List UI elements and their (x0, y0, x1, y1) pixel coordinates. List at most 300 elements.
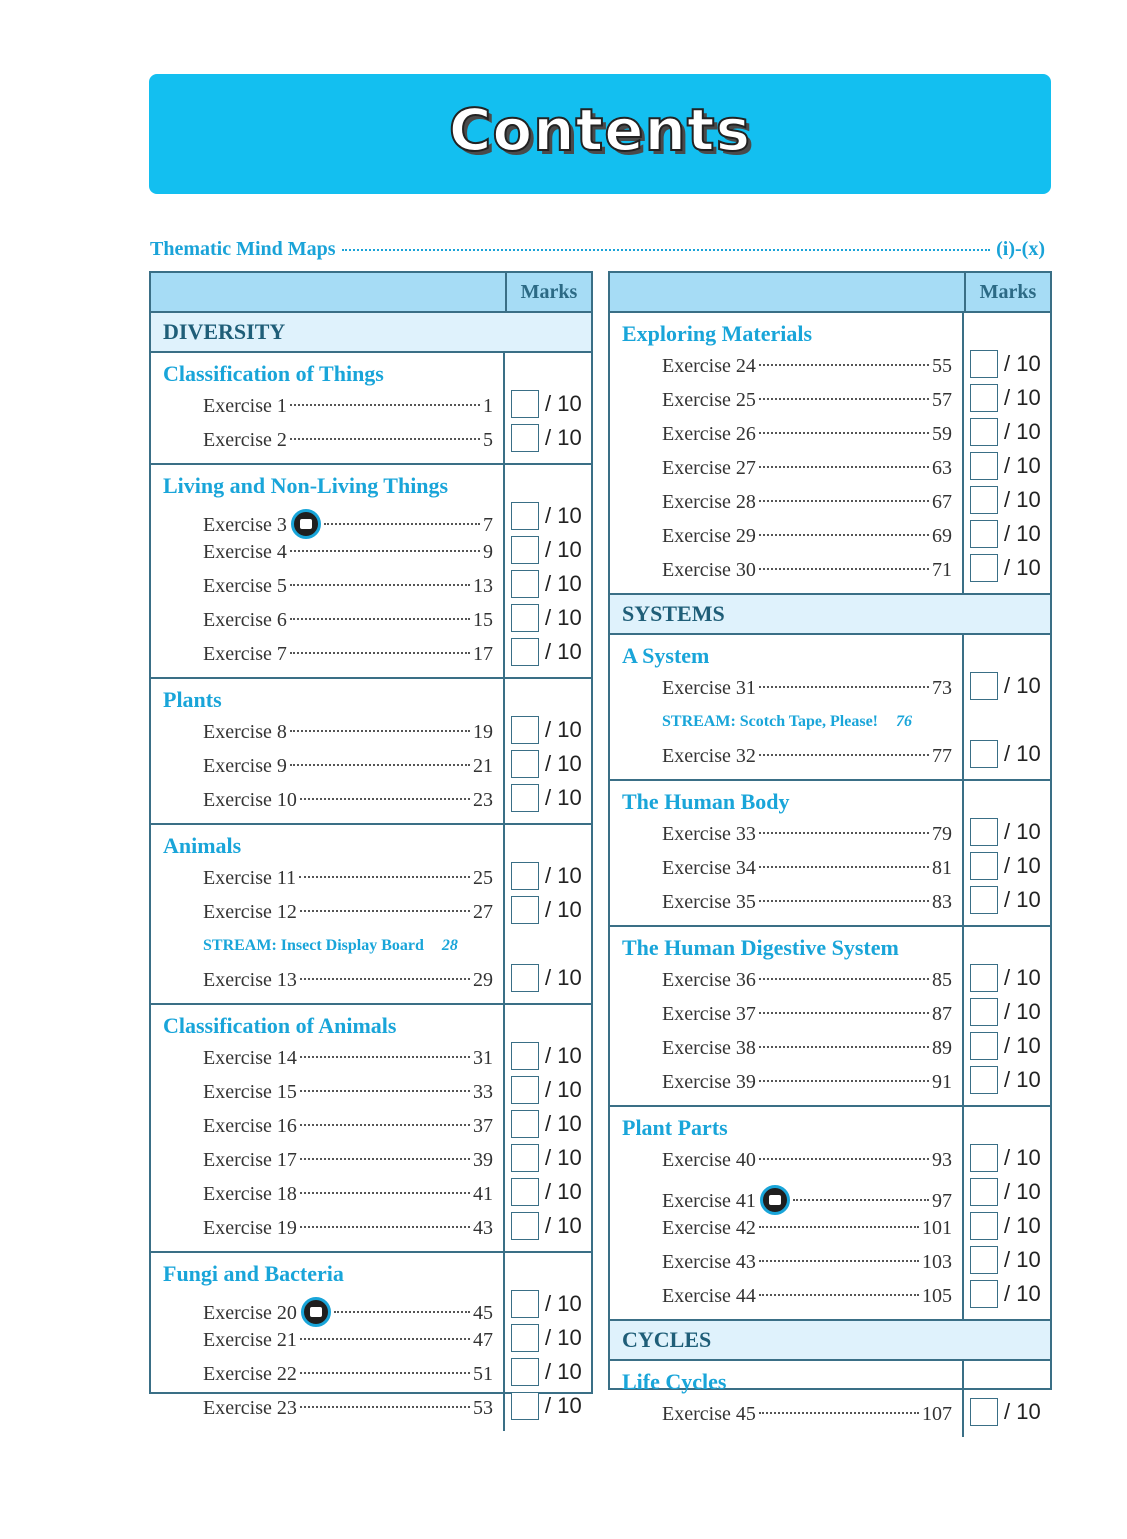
marks-out-of: / 10 (545, 1291, 582, 1316)
marks-input-box[interactable] (970, 418, 998, 446)
marks-input-box[interactable] (511, 1144, 539, 1172)
marks-out-of: / 10 (545, 1393, 582, 1418)
video-badge-icon[interactable] (291, 509, 321, 539)
marks-input-box[interactable] (970, 998, 998, 1026)
exercise-entry[interactable] (163, 501, 503, 535)
entry-label: Exercise 23 (203, 1397, 297, 1419)
toc-section (151, 353, 591, 465)
leader-dots (300, 1158, 470, 1160)
entry-page: 27 (473, 901, 493, 923)
section-entries (610, 781, 964, 925)
marks-input-box[interactable] (511, 1212, 539, 1240)
section-title[interactable]: A System (622, 643, 710, 668)
leader-dots (290, 618, 470, 620)
marks-input-box[interactable] (511, 1358, 539, 1386)
section-title[interactable]: Life Cycles (622, 1369, 727, 1394)
section-title[interactable]: Exploring Materials (622, 321, 813, 346)
exercise-entry[interactable] (622, 739, 962, 773)
section-title[interactable]: Classification of Things (163, 361, 384, 386)
exercise-entry[interactable] (622, 519, 962, 553)
leader-dots (759, 466, 929, 468)
entry-label: Exercise 38 (662, 1037, 756, 1059)
section-marks (964, 781, 1050, 925)
leader-dots (290, 438, 480, 440)
leader-dots (759, 978, 929, 980)
marks-input-box[interactable] (970, 1280, 998, 1308)
entry-page: 57 (932, 389, 952, 411)
mind-maps-label: Thematic Mind Maps (150, 238, 336, 260)
exercise-entry[interactable] (622, 1397, 962, 1431)
leader-dots (300, 1090, 470, 1092)
entry-page: 107 (922, 1403, 952, 1425)
marks-input-box[interactable] (970, 1066, 998, 1094)
marks-row (964, 347, 1050, 381)
marks-row (505, 859, 591, 893)
exercise-entry[interactable] (622, 349, 962, 383)
entry-page: 89 (932, 1037, 952, 1059)
marks-out-of: / 10 (1004, 999, 1041, 1024)
section-entries (151, 1005, 505, 1251)
marks-out-of: / 10 (1004, 1281, 1041, 1306)
entry-label: Exercise 41 (662, 1190, 756, 1212)
toc-section (610, 1361, 1050, 1437)
exercise-entry[interactable] (622, 383, 962, 417)
section-entries (610, 1361, 964, 1437)
exercise-entry[interactable] (163, 569, 503, 603)
entry-page: 47 (473, 1329, 493, 1351)
marks-input-box[interactable] (970, 886, 998, 914)
section-marks (505, 465, 591, 677)
marks-input-box[interactable] (970, 1246, 998, 1274)
section-marks (964, 1107, 1050, 1319)
entry-page: 67 (932, 491, 952, 513)
entry-page: 91 (932, 1071, 952, 1093)
marks-row (505, 1141, 591, 1175)
marks-row (964, 1243, 1050, 1277)
marks-out-of: / 10 (1004, 453, 1041, 478)
marks-row (964, 849, 1050, 883)
exercise-entry[interactable] (622, 553, 962, 587)
exercise-entry[interactable] (163, 389, 503, 423)
marks-out-of: / 10 (1004, 1213, 1041, 1238)
entry-label: Exercise 30 (662, 559, 756, 581)
marks-input-box[interactable] (970, 384, 998, 412)
marks-row (964, 483, 1050, 517)
marks-input-box[interactable] (511, 896, 539, 924)
leader-dots (759, 686, 929, 688)
entry-label: Exercise 21 (203, 1329, 297, 1351)
marks-row (505, 1107, 591, 1141)
exercise-entry[interactable] (163, 861, 503, 895)
entry-page: 77 (932, 745, 952, 767)
marks-input-box[interactable] (511, 1110, 539, 1138)
marks-row (964, 1395, 1050, 1429)
toc-section (610, 313, 1050, 595)
marks-row (964, 883, 1050, 917)
leader-dots (759, 1046, 929, 1048)
leader-dots (759, 568, 929, 570)
section-title[interactable]: Animals (163, 833, 242, 858)
entry-label: Exercise 17 (203, 1149, 297, 1171)
exercise-entry[interactable] (622, 417, 962, 451)
entry-page: 87 (932, 1003, 952, 1025)
entry-label: Exercise 35 (662, 891, 756, 913)
entry-label: Exercise 20 (203, 1302, 297, 1324)
exercise-entry[interactable] (163, 1211, 503, 1245)
entry-page: 73 (932, 677, 952, 699)
marks-input-box[interactable] (511, 1324, 539, 1352)
section-title[interactable]: Living and Non-Living Things (163, 473, 449, 498)
marks-row (505, 1389, 591, 1423)
entry-label: Exercise 22 (203, 1363, 297, 1385)
entry-label: Exercise 29 (662, 525, 756, 547)
entry-page: 5 (483, 429, 493, 451)
marks-out-of: / 10 (545, 425, 582, 450)
right-body (610, 313, 1050, 1437)
leader-dots (759, 398, 929, 400)
entry-label: Exercise 18 (203, 1183, 297, 1205)
marks-input-box[interactable] (970, 486, 998, 514)
exercise-entry[interactable] (163, 783, 503, 817)
entry-label: Exercise 26 (662, 423, 756, 445)
entry-label: Exercise 44 (662, 1285, 756, 1307)
marks-row (964, 737, 1050, 771)
section-entries (151, 1253, 505, 1431)
entry-page: 85 (932, 969, 952, 991)
exercise-entry[interactable] (163, 895, 503, 929)
section-entries (151, 679, 505, 823)
entry-label: Exercise 37 (662, 1003, 756, 1025)
marks-input-box[interactable] (511, 1392, 539, 1420)
marks-out-of: / 10 (1004, 1033, 1041, 1058)
entry-label: Exercise 12 (203, 901, 297, 923)
marks-row (505, 387, 591, 421)
marks-input-box[interactable] (970, 852, 998, 880)
marks-out-of: / 10 (1004, 1145, 1041, 1170)
exercise-entry[interactable] (163, 423, 503, 457)
exercise-entry[interactable] (622, 1177, 962, 1211)
leader-dots (290, 584, 470, 586)
leader-dots (290, 652, 470, 654)
entry-page: 39 (473, 1149, 493, 1171)
marks-out-of: / 10 (545, 639, 582, 664)
exercise-entry[interactable] (622, 451, 962, 485)
section-title[interactable]: The Human Body (622, 789, 790, 814)
entry-label: Exercise 10 (203, 789, 297, 811)
marks-row (505, 421, 591, 455)
entry-label: Exercise 43 (662, 1251, 756, 1273)
marks-input-box[interactable] (511, 750, 539, 778)
entry-label: Exercise 11 (203, 867, 297, 889)
leader-dots (759, 432, 929, 434)
entry-label: Exercise 16 (203, 1115, 297, 1137)
section-marks (964, 927, 1050, 1105)
marks-input-box[interactable] (970, 1398, 998, 1426)
marks-input-box[interactable] (970, 1144, 998, 1172)
marks-input-box[interactable] (970, 1032, 998, 1060)
entry-page: 101 (922, 1217, 952, 1239)
entry-label: Exercise 5 (203, 575, 287, 597)
marks-row (964, 449, 1050, 483)
marks-out-of: / 10 (545, 785, 582, 810)
entry-label: Exercise 7 (203, 643, 287, 665)
marks-row (505, 1175, 591, 1209)
marks-out-of: / 10 (545, 391, 582, 416)
leader-dots (300, 978, 470, 980)
section-marks (964, 313, 1050, 593)
entry-label: Exercise 36 (662, 969, 756, 991)
marks-out-of: / 10 (545, 1145, 582, 1170)
exercise-entry[interactable] (163, 1075, 503, 1109)
toc-section (151, 465, 591, 679)
leader-dots (300, 910, 470, 912)
marks-row (505, 713, 591, 747)
marks-row (505, 747, 591, 781)
entry-page: 43 (473, 1217, 493, 1239)
marks-row (964, 1029, 1050, 1063)
entry-label: Exercise 9 (203, 755, 287, 777)
entry-page: 55 (932, 355, 952, 377)
marks-input-box[interactable] (511, 1178, 539, 1206)
marks-row (505, 533, 591, 567)
leader-dots (759, 1080, 929, 1082)
marks-row (505, 961, 591, 995)
section-marks (505, 679, 591, 823)
leader-dots (290, 550, 480, 552)
marks-input-box[interactable] (511, 424, 539, 452)
left-body (151, 313, 591, 1431)
left-column (149, 271, 593, 1419)
marks-out-of: / 10 (545, 1043, 582, 1068)
leader-dots (759, 1158, 929, 1160)
video-badge-icon[interactable] (301, 1297, 331, 1327)
entry-label: STREAM: Scotch Tape, Please! (662, 713, 878, 730)
exercise-entry[interactable] (622, 671, 962, 705)
marks-out-of: / 10 (1004, 351, 1041, 376)
marks-row (964, 669, 1050, 703)
exercise-entry[interactable] (163, 1357, 503, 1391)
exercise-entry[interactable] (163, 637, 503, 671)
section-entries (610, 1107, 964, 1319)
toc-section (610, 781, 1050, 927)
section-marks (505, 825, 591, 1003)
marks-row (505, 1321, 591, 1355)
exercise-entry[interactable] (622, 1031, 962, 1065)
entry-label: Exercise 40 (662, 1149, 756, 1171)
section-marks (505, 1005, 591, 1251)
marks-input-box[interactable] (511, 1290, 539, 1318)
marks-out-of: / 10 (545, 537, 582, 562)
leader-dots (759, 900, 929, 902)
entry-label: Exercise 28 (662, 491, 756, 513)
leader-dots (300, 1226, 470, 1228)
entry-label: STREAM: Insect Display Board (203, 937, 424, 954)
entry-label: Exercise 4 (203, 541, 287, 563)
marks-input-box[interactable] (511, 964, 539, 992)
marks-out-of: / 10 (1004, 1067, 1041, 1092)
marks-out-of: / 10 (545, 717, 582, 742)
marks-out-of: / 10 (1004, 521, 1041, 546)
marks-input-box[interactable] (970, 452, 998, 480)
marks-out-of: / 10 (1004, 487, 1041, 512)
stream-entry[interactable] (163, 929, 503, 963)
exercise-entry[interactable] (622, 885, 962, 919)
marks-out-of: / 10 (1004, 965, 1041, 990)
leader-dots (759, 1012, 929, 1014)
marks-input-box[interactable] (970, 1212, 998, 1240)
exercise-entry[interactable] (622, 485, 962, 519)
section-title[interactable]: Classification of Animals (163, 1013, 397, 1038)
marks-input-box[interactable] (970, 554, 998, 582)
marks-input-box[interactable] (511, 1076, 539, 1104)
entry-label: Exercise 14 (203, 1047, 297, 1069)
section-title[interactable]: Plant Parts (622, 1115, 728, 1140)
theme-heading: CYCLES (610, 1321, 1050, 1361)
entry-page: 7 (483, 514, 493, 536)
marks-row (964, 995, 1050, 1029)
exercise-entry[interactable] (163, 1391, 503, 1425)
entry-page: 31 (473, 1047, 493, 1069)
marks-input-box[interactable] (511, 638, 539, 666)
section-title[interactable]: The Human Digestive System (622, 935, 899, 960)
section-marks (505, 353, 591, 463)
leader-dots (290, 404, 480, 406)
marks-input-box[interactable] (970, 818, 998, 846)
toc-section (151, 1005, 591, 1253)
section-entries (610, 635, 964, 779)
video-badge-icon[interactable] (760, 1185, 790, 1215)
marks-input-box[interactable] (970, 1178, 998, 1206)
section-title[interactable]: Plants (163, 687, 222, 712)
marks-out-of: / 10 (545, 965, 582, 990)
entry-label: Exercise 13 (203, 969, 297, 991)
exercise-entry[interactable] (163, 603, 503, 637)
marks-out-of: / 10 (1004, 555, 1041, 580)
marks-input-box[interactable] (511, 784, 539, 812)
leader-dots (300, 1406, 470, 1408)
entry-page: 69 (932, 525, 952, 547)
marks-input-box[interactable] (511, 390, 539, 418)
exercise-entry[interactable] (163, 963, 503, 997)
marks-input-box[interactable] (511, 570, 539, 598)
marks-input-box[interactable] (970, 672, 998, 700)
entry-label: Exercise 27 (662, 457, 756, 479)
marks-input-box[interactable] (970, 964, 998, 992)
marks-input-box[interactable] (511, 862, 539, 890)
marks-row (505, 781, 591, 815)
leader-dots (299, 876, 470, 878)
column-header (610, 273, 1050, 313)
exercise-entry[interactable] (163, 1289, 503, 1323)
marks-row (505, 1209, 591, 1243)
leader-dots (759, 1294, 919, 1296)
exercise-entry[interactable] (163, 1041, 503, 1075)
marks-input-box[interactable] (511, 536, 539, 564)
marks-row (964, 381, 1050, 415)
marks-row (964, 1277, 1050, 1311)
section-marks (964, 635, 1050, 779)
leader-dots (300, 798, 470, 800)
marks-input-box[interactable] (511, 1042, 539, 1070)
entry-page: 15 (473, 609, 493, 631)
entry-page: 25 (473, 867, 493, 889)
exercise-entry[interactable] (163, 749, 503, 783)
toc-section (610, 635, 1050, 781)
exercise-entry[interactable] (163, 715, 503, 749)
marks-out-of: / 10 (545, 1325, 582, 1350)
exercise-entry[interactable] (163, 1177, 503, 1211)
marks-out-of: / 10 (545, 605, 582, 630)
entry-label: Exercise 39 (662, 1071, 756, 1093)
entry-label: Exercise 19 (203, 1217, 297, 1239)
exercise-entry[interactable] (622, 997, 962, 1031)
leader-dots (759, 832, 929, 834)
exercise-entry[interactable] (163, 1143, 503, 1177)
exercise-entry[interactable] (163, 1323, 503, 1357)
exercise-entry[interactable] (622, 817, 962, 851)
entry-page: 23 (473, 789, 493, 811)
marks-row (505, 499, 591, 533)
entry-label: Exercise 32 (662, 745, 756, 767)
entry-label: Exercise 45 (662, 1403, 756, 1425)
exercise-entry[interactable] (622, 1143, 962, 1177)
entry-page: 45 (473, 1302, 493, 1324)
marks-input-box[interactable] (970, 520, 998, 548)
marks-row (505, 893, 591, 927)
marks-input-box[interactable] (970, 350, 998, 378)
leader-dots (759, 500, 929, 502)
section-title[interactable]: Fungi and Bacteria (163, 1261, 344, 1286)
title-banner (149, 74, 1051, 194)
marks-row (964, 1175, 1050, 1209)
marks-out-of: / 10 (1004, 1399, 1041, 1424)
entry-page: 76 (896, 713, 912, 730)
section-marks (964, 1361, 1050, 1437)
marks-row (505, 1039, 591, 1073)
exercise-entry[interactable] (163, 535, 503, 569)
entry-label: Exercise 42 (662, 1217, 756, 1239)
marks-row (505, 1073, 591, 1107)
exercise-entry[interactable] (163, 1109, 503, 1143)
theme-heading: DIVERSITY (151, 313, 591, 353)
exercise-entry[interactable] (622, 963, 962, 997)
marks-input-box[interactable] (511, 502, 539, 530)
marks-row (505, 601, 591, 635)
section-entries (610, 313, 964, 593)
exercise-entry[interactable] (622, 1065, 962, 1099)
exercise-entry[interactable] (622, 1245, 962, 1279)
leader-dots (300, 1124, 470, 1126)
exercise-entry[interactable] (622, 1211, 962, 1245)
marks-out-of: / 10 (1004, 853, 1041, 878)
marks-input-box[interactable] (511, 604, 539, 632)
marks-input-box[interactable] (511, 716, 539, 744)
leader-dots (759, 1226, 919, 1228)
marks-out-of: / 10 (545, 1077, 582, 1102)
section-marks (505, 1253, 591, 1431)
marks-row (964, 815, 1050, 849)
entry-page: 105 (922, 1285, 952, 1307)
exercise-entry[interactable] (622, 851, 962, 885)
exercise-entry[interactable] (622, 1279, 962, 1313)
marks-input-box[interactable] (970, 740, 998, 768)
marks-row (505, 567, 591, 601)
marks-out-of: / 10 (1004, 673, 1041, 698)
mind-maps-entry[interactable] (150, 238, 1045, 264)
stream-entry[interactable] (622, 705, 962, 739)
marks-out-of: / 10 (1004, 385, 1041, 410)
entry-label: Exercise 33 (662, 823, 756, 845)
